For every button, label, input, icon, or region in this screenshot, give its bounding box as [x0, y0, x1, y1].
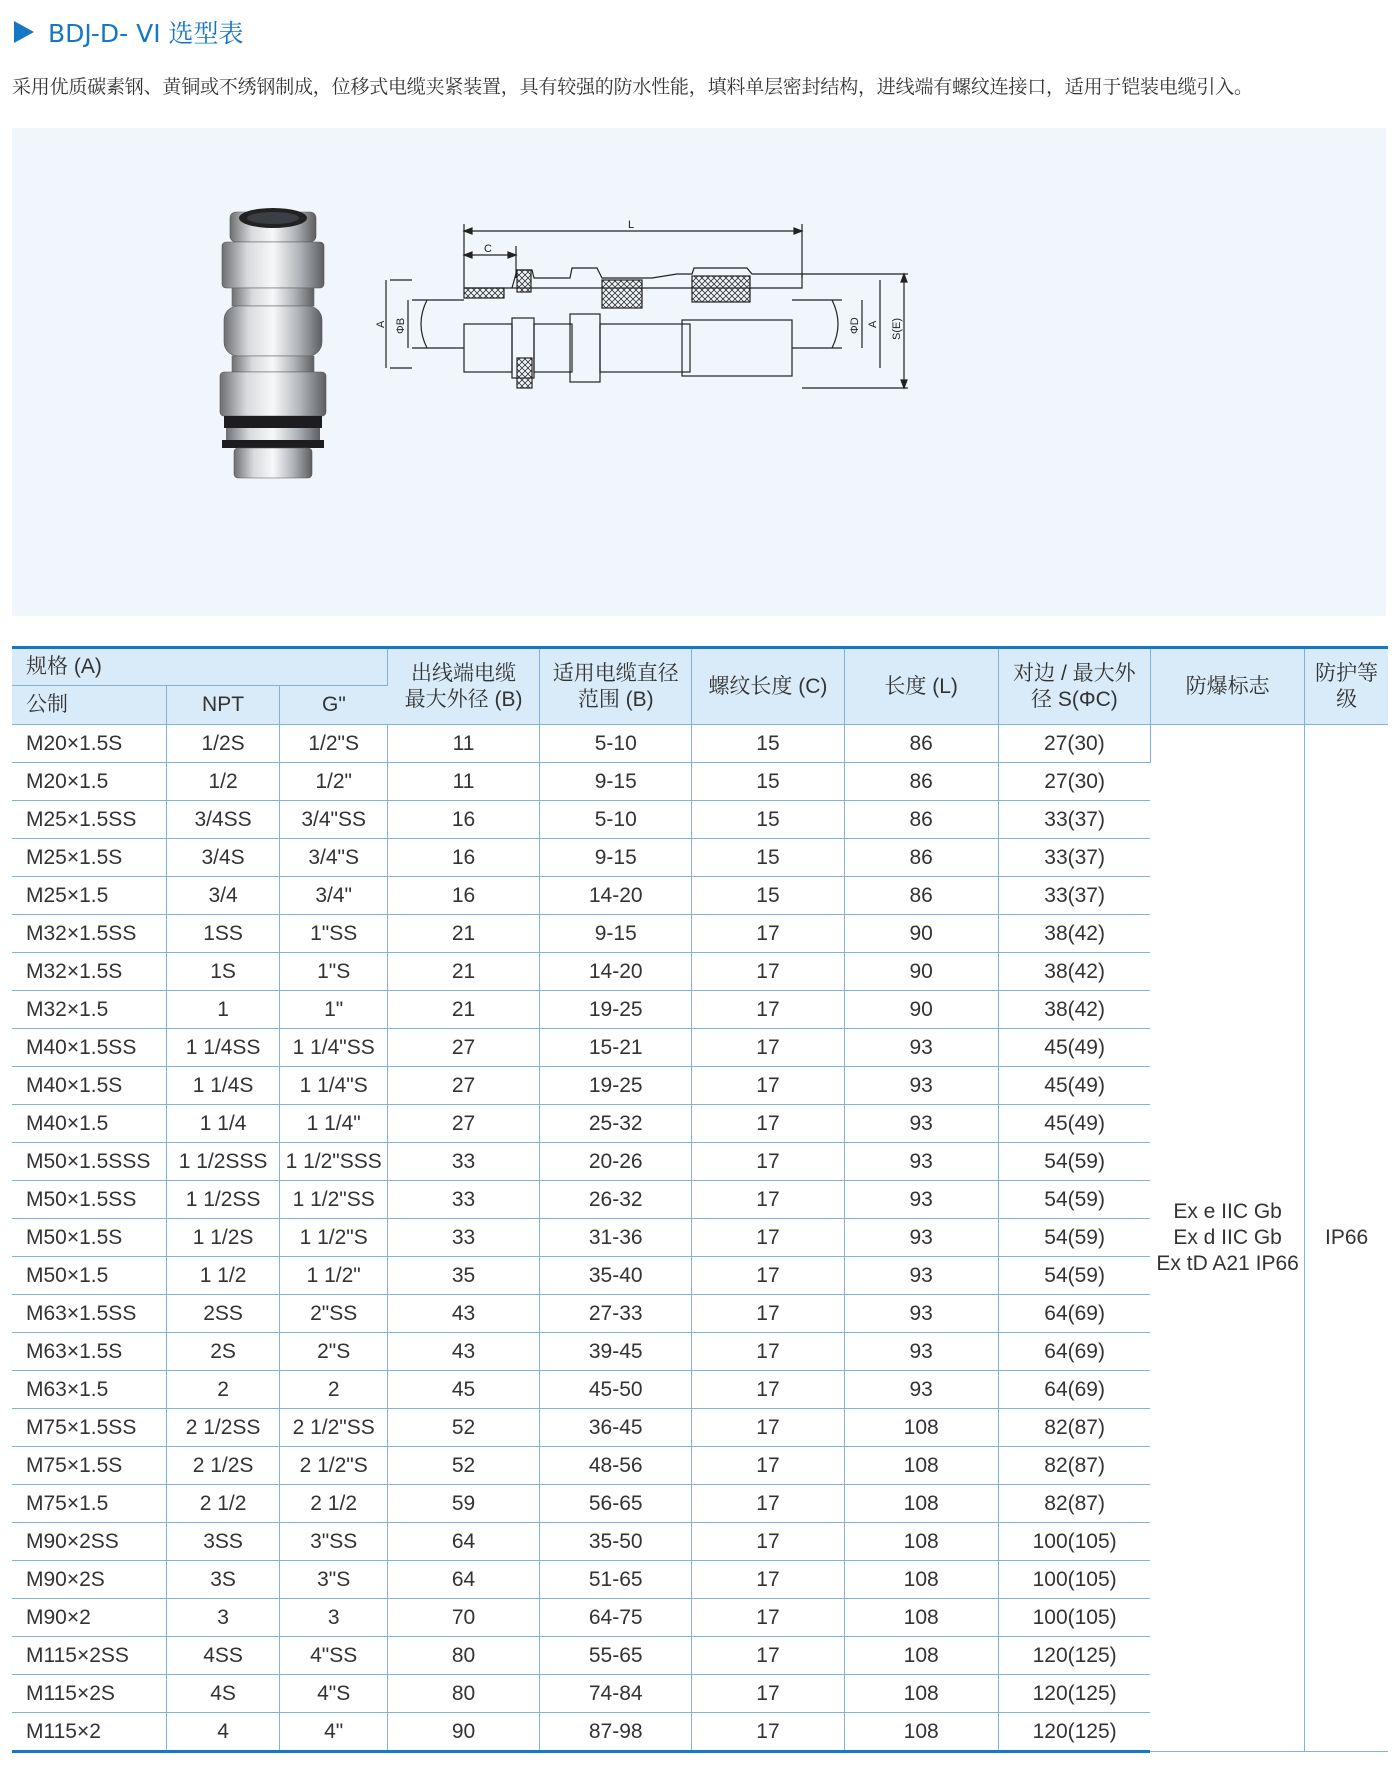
cell-metric: M75×1.5SS: [12, 1409, 166, 1447]
cell-outer-dia: 33: [387, 1219, 539, 1257]
cell-g: 1/2"S: [280, 725, 388, 763]
cell-cable-range: 25-32: [540, 1105, 692, 1143]
cell-ip: IP66: [1305, 725, 1388, 1752]
cell-length: 93: [844, 1219, 998, 1257]
cell-length: 93: [844, 1029, 998, 1067]
cell-npt: 3/4: [166, 877, 280, 915]
cell-length: 86: [844, 839, 998, 877]
cell-cable-range: 45-50: [540, 1371, 692, 1409]
cell-cable-range: 39-45: [540, 1333, 692, 1371]
cell-across-flats: 27(30): [998, 763, 1150, 801]
cell-outer-dia: 21: [387, 991, 539, 1029]
cell-outer-dia: 64: [387, 1561, 539, 1599]
cell-across-flats: 45(49): [998, 1105, 1150, 1143]
cell-length: 86: [844, 725, 998, 763]
cell-across-flats: 120(125): [998, 1675, 1150, 1713]
cell-across-flats: 54(59): [998, 1181, 1150, 1219]
cell-metric: M50×1.5SSS: [12, 1143, 166, 1181]
cell-across-flats: 120(125): [998, 1637, 1150, 1675]
table-row: [12, 725, 1388, 763]
cell-across-flats: 100(105): [998, 1523, 1150, 1561]
cell-npt: 1/2: [166, 763, 280, 801]
cell-thread-length: 17: [692, 1029, 844, 1067]
cell-thread-length: 17: [692, 1105, 844, 1143]
cell-g: 2: [280, 1371, 388, 1409]
cell-across-flats: 120(125): [998, 1713, 1150, 1752]
cell-thread-length: 17: [692, 1485, 844, 1523]
cell-g: 2 1/2: [280, 1485, 388, 1523]
cell-across-flats: 33(37): [998, 877, 1150, 915]
ex-mark-line: Ex d IIC Gb: [1173, 1226, 1282, 1249]
cell-metric: M32×1.5SS: [12, 915, 166, 953]
cell-thread-length: 15: [692, 763, 844, 801]
cell-across-flats: 33(37): [998, 801, 1150, 839]
cell-g: 1 1/4": [280, 1105, 388, 1143]
cell-npt: 3: [166, 1599, 280, 1637]
cell-g: 3/4": [280, 877, 388, 915]
cell-thread-length: 17: [692, 1143, 844, 1181]
header-ip: 防护等 级: [1305, 648, 1388, 725]
cell-g: 3: [280, 1599, 388, 1637]
cell-across-flats: 64(69): [998, 1371, 1150, 1409]
product-description: 采用优质碳素钢、黄铜或不绣钢制成，位移式电缆夹紧装置，具有较强的防水性能，填料单层密封结构，进线端有螺纹连接口，适用于铠装电缆引入。: [12, 76, 1253, 98]
cell-outer-dia: 52: [387, 1409, 539, 1447]
cell-metric: M63×1.5S: [12, 1333, 166, 1371]
cell-metric: M40×1.5: [12, 1105, 166, 1143]
cell-across-flats: 64(69): [998, 1295, 1150, 1333]
cell-cable-range: 56-65: [540, 1485, 692, 1523]
cell-thread-length: 15: [692, 725, 844, 763]
cell-metric: M50×1.5SS: [12, 1181, 166, 1219]
cell-cable-range: 19-25: [540, 1067, 692, 1105]
cell-metric: M115×2S: [12, 1675, 166, 1713]
cell-length: 93: [844, 1333, 998, 1371]
cell-metric: M25×1.5SS: [12, 801, 166, 839]
cell-length: 108: [844, 1523, 998, 1561]
cell-metric: M90×2SS: [12, 1523, 166, 1561]
cell-outer-dia: 52: [387, 1447, 539, 1485]
cell-metric: M32×1.5S: [12, 953, 166, 991]
cell-outer-dia: 16: [387, 839, 539, 877]
cell-across-flats: 38(42): [998, 953, 1150, 991]
cell-cable-range: 64-75: [540, 1599, 692, 1637]
label-A-left: A: [375, 320, 387, 328]
cell-length: 93: [844, 1371, 998, 1409]
cell-npt: 1 1/2SS: [166, 1181, 280, 1219]
cell-across-flats: 38(42): [998, 915, 1150, 953]
cell-metric: M40×1.5SS: [12, 1029, 166, 1067]
cell-cable-range: 9-15: [540, 839, 692, 877]
cell-thread-length: 17: [692, 1713, 844, 1752]
cell-thread-length: 17: [692, 953, 844, 991]
cell-thread-length: 17: [692, 1181, 844, 1219]
cell-cable-range: 9-15: [540, 763, 692, 801]
cell-metric: M63×1.5SS: [12, 1295, 166, 1333]
cell-across-flats: 100(105): [998, 1599, 1150, 1637]
cell-g: 1"SS: [280, 915, 388, 953]
cell-npt: 4: [166, 1713, 280, 1752]
page-title: [14, 14, 244, 50]
cell-thread-length: 17: [692, 991, 844, 1029]
cell-cable-range: 51-65: [540, 1561, 692, 1599]
cell-length: 93: [844, 1295, 998, 1333]
selection-table: [12, 646, 1388, 1753]
cell-thread-length: 17: [692, 1561, 844, 1599]
cell-across-flats: 54(59): [998, 1143, 1150, 1181]
cell-g: 2"SS: [280, 1295, 388, 1333]
cell-metric: M50×1.5: [12, 1257, 166, 1295]
cell-cable-range: 87-98: [540, 1713, 692, 1752]
cell-outer-dia: 21: [387, 915, 539, 953]
cell-npt: 1: [166, 991, 280, 1029]
product-illustration: [12, 128, 1386, 616]
cell-length: 90: [844, 915, 998, 953]
cell-cable-range: 14-20: [540, 953, 692, 991]
cell-thread-length: 17: [692, 1637, 844, 1675]
cell-cable-range: 20-26: [540, 1143, 692, 1181]
label-L: L: [628, 219, 635, 231]
cell-length: 108: [844, 1485, 998, 1523]
cell-metric: M115×2SS: [12, 1637, 166, 1675]
cell-across-flats: 54(59): [998, 1219, 1150, 1257]
cell-g: 2"S: [280, 1333, 388, 1371]
cell-thread-length: 17: [692, 1675, 844, 1713]
cell-npt: 2 1/2S: [166, 1447, 280, 1485]
label-phiD: ΦD: [849, 317, 861, 334]
cell-metric: M40×1.5S: [12, 1067, 166, 1105]
cell-npt: 1S: [166, 953, 280, 991]
cell-length: 86: [844, 877, 998, 915]
cell-outer-dia: 80: [387, 1675, 539, 1713]
cell-thread-length: 17: [692, 1295, 844, 1333]
cell-across-flats: 82(87): [998, 1447, 1150, 1485]
header-npt: NPT: [166, 686, 280, 725]
cell-thread-length: 17: [692, 915, 844, 953]
cell-thread-length: 17: [692, 1333, 844, 1371]
cell-length: 108: [844, 1637, 998, 1675]
label-A-right: A: [867, 320, 879, 328]
cell-g: 3/4"SS: [280, 801, 388, 839]
cell-thread-length: 17: [692, 1219, 844, 1257]
title-text: BDJ-D- VI 选型表: [48, 19, 244, 48]
header-g: G": [280, 686, 388, 725]
cell-g: 1/2": [280, 763, 388, 801]
cell-npt: 3/4S: [166, 839, 280, 877]
cell-npt: 2S: [166, 1333, 280, 1371]
cell-across-flats: 64(69): [998, 1333, 1150, 1371]
cell-npt: 2: [166, 1371, 280, 1409]
cell-g: 3"S: [280, 1561, 388, 1599]
label-phiB: ΦB: [395, 317, 407, 334]
cell-length: 93: [844, 1105, 998, 1143]
cell-cable-range: 5-10: [540, 725, 692, 763]
cell-outer-dia: 16: [387, 801, 539, 839]
cell-g: 2 1/2"SS: [280, 1409, 388, 1447]
cell-length: 108: [844, 1409, 998, 1447]
cell-g: 1"S: [280, 953, 388, 991]
cell-metric: M75×1.5S: [12, 1447, 166, 1485]
cell-across-flats: 82(87): [998, 1409, 1150, 1447]
cell-cable-range: 19-25: [540, 991, 692, 1029]
cell-thread-length: 17: [692, 1447, 844, 1485]
cell-npt: 3S: [166, 1561, 280, 1599]
cell-g: 1 1/2": [280, 1257, 388, 1295]
cell-g: 1 1/2"S: [280, 1219, 388, 1257]
cell-outer-dia: 21: [387, 953, 539, 991]
cell-length: 90: [844, 953, 998, 991]
cell-cable-range: 14-20: [540, 877, 692, 915]
cell-across-flats: 38(42): [998, 991, 1150, 1029]
cell-cable-range: 15-21: [540, 1029, 692, 1067]
cell-length: 93: [844, 1181, 998, 1219]
cell-length: 90: [844, 991, 998, 1029]
cell-metric: M90×2S: [12, 1561, 166, 1599]
cell-outer-dia: 27: [387, 1029, 539, 1067]
cell-metric: M50×1.5S: [12, 1219, 166, 1257]
cell-npt: 1 1/2S: [166, 1219, 280, 1257]
triangle-bullet-icon: [14, 21, 34, 43]
cell-metric: M25×1.5S: [12, 839, 166, 877]
cell-g: 1 1/4"S: [280, 1067, 388, 1105]
cell-g: 4": [280, 1713, 388, 1752]
cell-cable-range: 36-45: [540, 1409, 692, 1447]
cell-cable-range: 31-36: [540, 1219, 692, 1257]
cell-thread-length: 17: [692, 1067, 844, 1105]
cell-outer-dia: 70: [387, 1599, 539, 1637]
cell-g: 3/4"S: [280, 839, 388, 877]
header-cable-range: 适用电缆直径 范围 (B): [540, 648, 692, 725]
cell-across-flats: 100(105): [998, 1561, 1150, 1599]
cell-npt: 1SS: [166, 915, 280, 953]
cell-npt: 2 1/2SS: [166, 1409, 280, 1447]
cell-npt: 1 1/2SSS: [166, 1143, 280, 1181]
cell-outer-dia: 33: [387, 1143, 539, 1181]
cell-npt: 1 1/2: [166, 1257, 280, 1295]
cell-metric: M20×1.5S: [12, 725, 166, 763]
cell-cable-range: 74-84: [540, 1675, 692, 1713]
cell-metric: M115×2: [12, 1713, 166, 1752]
cell-npt: 3SS: [166, 1523, 280, 1561]
cell-thread-length: 17: [692, 1523, 844, 1561]
cell-outer-dia: 33: [387, 1181, 539, 1219]
cell-npt: 2SS: [166, 1295, 280, 1333]
cell-outer-dia: 16: [387, 877, 539, 915]
cell-npt: 3/4SS: [166, 801, 280, 839]
cell-npt: 1 1/4: [166, 1105, 280, 1143]
cell-outer-dia: 45: [387, 1371, 539, 1409]
cell-g: 4"S: [280, 1675, 388, 1713]
cell-metric: M32×1.5: [12, 991, 166, 1029]
cell-length: 108: [844, 1599, 998, 1637]
cell-cable-range: 48-56: [540, 1447, 692, 1485]
cell-thread-length: 15: [692, 877, 844, 915]
cell-length: 93: [844, 1067, 998, 1105]
cell-g: 2 1/2"S: [280, 1447, 388, 1485]
cell-length: 108: [844, 1561, 998, 1599]
cell-npt: 1 1/4S: [166, 1067, 280, 1105]
cell-cable-range: 27-33: [540, 1295, 692, 1333]
header-thread-length: 螺纹长度 (C): [692, 648, 844, 725]
cell-cable-range: 26-32: [540, 1181, 692, 1219]
cell-g: 4"SS: [280, 1637, 388, 1675]
header-spec: 规格 (A): [12, 648, 387, 686]
cell-outer-dia: 64: [387, 1523, 539, 1561]
product-figure: [12, 128, 1386, 616]
cell-across-flats: 33(37): [998, 839, 1150, 877]
ex-mark-line: Ex e IIC Gb: [1173, 1200, 1282, 1223]
cell-metric: M90×2: [12, 1599, 166, 1637]
cell-g: 1 1/2"SSS: [280, 1143, 388, 1181]
cell-outer-dia: 27: [387, 1105, 539, 1143]
cell-cable-range: 5-10: [540, 801, 692, 839]
cell-ex-mark: [1150, 725, 1304, 1752]
header-ex-mark: 防爆标志: [1150, 648, 1304, 725]
technical-drawing: [386, 224, 908, 388]
ex-mark-line: Ex tD A21 IP66: [1156, 1252, 1299, 1275]
cell-thread-length: 17: [692, 1409, 844, 1447]
cell-metric: M25×1.5: [12, 877, 166, 915]
cell-g: 3"SS: [280, 1523, 388, 1561]
cell-outer-dia: 11: [387, 763, 539, 801]
cell-npt: 4S: [166, 1675, 280, 1713]
cell-outer-dia: 43: [387, 1295, 539, 1333]
cell-across-flats: 82(87): [998, 1485, 1150, 1523]
cell-outer-dia: 80: [387, 1637, 539, 1675]
cell-npt: 1/2S: [166, 725, 280, 763]
cell-length: 93: [844, 1257, 998, 1295]
cell-outer-dia: 43: [387, 1333, 539, 1371]
cell-outer-dia: 11: [387, 725, 539, 763]
cell-cable-range: 55-65: [540, 1637, 692, 1675]
cell-length: 108: [844, 1713, 998, 1752]
cell-thread-length: 17: [692, 1599, 844, 1637]
header-metric: 公制: [12, 686, 166, 725]
label-SE: S(E): [891, 318, 903, 340]
cell-g: 1 1/2"SS: [280, 1181, 388, 1219]
cell-cable-range: 35-40: [540, 1257, 692, 1295]
cell-thread-length: 17: [692, 1371, 844, 1409]
cell-across-flats: 45(49): [998, 1029, 1150, 1067]
header-length: 长度 (L): [844, 648, 998, 725]
cell-length: 93: [844, 1143, 998, 1181]
cell-cable-range: 35-50: [540, 1523, 692, 1561]
cell-thread-length: 15: [692, 839, 844, 877]
cell-across-flats: 45(49): [998, 1067, 1150, 1105]
cell-g: 1": [280, 991, 388, 1029]
cell-outer-dia: 27: [387, 1067, 539, 1105]
cell-outer-dia: 59: [387, 1485, 539, 1523]
cell-outer-dia: 35: [387, 1257, 539, 1295]
header-across-flats: 对边 / 最大外 径 S(ΦC): [998, 648, 1150, 725]
cell-thread-length: 17: [692, 1257, 844, 1295]
cell-npt: 2 1/2: [166, 1485, 280, 1523]
cell-g: 1 1/4"SS: [280, 1029, 388, 1067]
label-C: C: [484, 243, 492, 255]
cell-length: 108: [844, 1675, 998, 1713]
cell-outer-dia: 90: [387, 1713, 539, 1752]
cell-across-flats: 54(59): [998, 1257, 1150, 1295]
cell-length: 86: [844, 763, 998, 801]
cell-thread-length: 15: [692, 801, 844, 839]
cell-length: 86: [844, 801, 998, 839]
cell-length: 108: [844, 1447, 998, 1485]
cable-gland-photo: [220, 208, 326, 478]
cell-cable-range: 9-15: [540, 915, 692, 953]
cell-npt: 4SS: [166, 1637, 280, 1675]
cell-npt: 1 1/4SS: [166, 1029, 280, 1067]
cell-metric: M20×1.5: [12, 763, 166, 801]
cell-across-flats: 27(30): [998, 725, 1150, 763]
cell-metric: M75×1.5: [12, 1485, 166, 1523]
header-outer-dia: 出线端电缆 最大外径 (B): [387, 648, 539, 725]
cell-metric: M63×1.5: [12, 1371, 166, 1409]
